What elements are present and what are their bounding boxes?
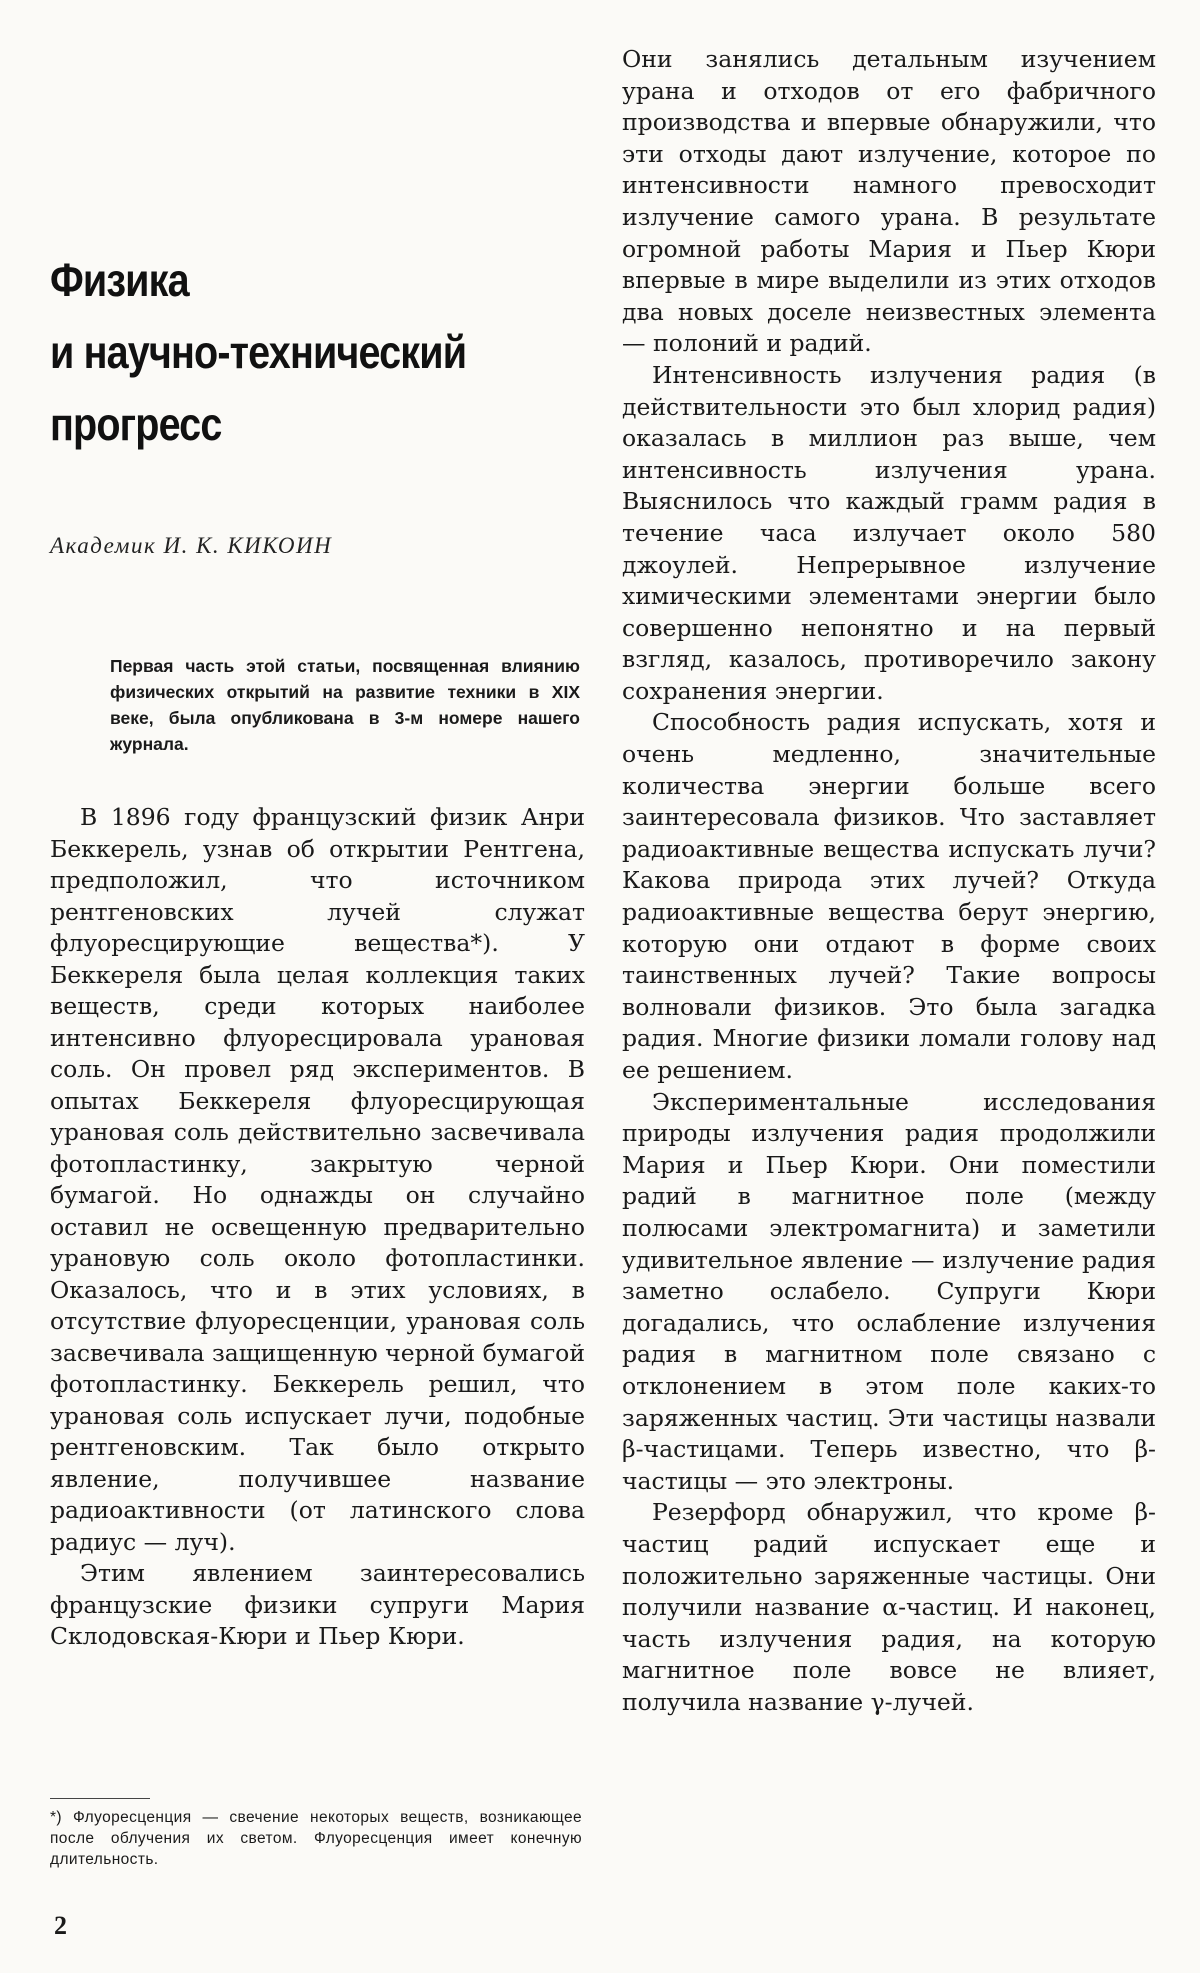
footnote [50, 1807, 582, 1870]
author-byline: Академик И. К. КИКОИН [50, 533, 333, 558]
title-line-2: и научно-технический [50, 326, 467, 378]
title-line-1: Физика [50, 254, 189, 306]
intro-note: Первая часть этой статьи, посвященная влиянию физических открытий на развитие техники в XIX веке, была опубликована в 3-м номере нашего журнала. [110, 656, 580, 754]
paragraph: Этим явлением заинтересовались французские физики супруги Мария Склодовская-Кюри и Пьер Кюри. [50, 1559, 585, 1650]
paragraph: Резерфорд обнаружил, что кроме β-частиц радий испускает еще и положительно заряженные частицы. Они получили название α-частиц. И наконец, часть излучения радия, на которую магнитное поле вовсе не влияет, получила название γ-лучей. [622, 1498, 1156, 1716]
right-column [622, 44, 1156, 1718]
paragraph: Экспериментальные исследования природы излучения радия продолжили Мария и Пьер Кюри. Они поместили радий в магнитное поле (между полюсами электромагнита) и заметили удивительное явление — излучение радия заметно ослабело. Супруги Кюри догадались, что ослабление излучения радия в магнитном поле связано с отклонением в этом поле каких-то заряженных частиц. Эти частицы назвали β-частицами. Теперь известно, что β-частицы — это электроны. [622, 1087, 1156, 1495]
title-line-3: прогресс [50, 398, 222, 450]
paragraph: Они занялись детальным изучением урана и отходов от его фабричного производства и впервые обнаружили, что эти отходы дают излучение, которое по интенсивности намного превосходит излучение самого урана. В результате огромной работы Мария и Пьер Кюри впервые в мире выделили из этих отходов два новых доселе неизвестных элемента — полоний и радий. [622, 45, 1156, 358]
left-body [50, 802, 585, 1653]
footnote-text: *) Флуоресценция — свечение некоторых веществ, возникающее после облучения их светом. Флуоресценция имеет конечную длительность. [50, 1809, 582, 1868]
paragraph: Способность радия испускать, хотя и очень медленно, значительные количества энергии больше всего заинтересовала физиков. Что заставляет радиоактивные вещества испускать лучи? Какова природа этих лучей? Откуда радиоактивные вещества берут энергию, которую они отдают в форме своих таинственных лучей? Такие вопросы волновали физиков. Это была загадка радия. Многие физики ломали голову над ее решением. [622, 708, 1156, 1084]
page-number: 2 [54, 1911, 67, 1940]
paragraph: В 1896 году французский физик Анри Беккерель, узнав об открытии Рентгена, предположил, что источником рентгеновских лучей служат флуоресцирующие вещества*). У Беккереля была целая коллекция таких веществ, среди которых наиболее интенсивно флуоресцировала урановая соль. Он провел ряд экспериментов. В опытах Беккереля флуоресцирующая урановая соль действительно засвечивала фотопластинку, закрытую черной бумагой. Но однажды он случайно оставил не освещенную предварительно урановую соль около фотопластинки. Оказалось, что и в этих условиях, в отсутствие флуоресценции, урановая соль засвечивала защищенную черной бумагой фотопластинку. Беккерель решил, что урановая соль испускает лучи, подобные рентгеновским. Так было открыто явление, получившее название радиоактивности (от латинского слова радиус — луч). [50, 803, 585, 1556]
footnote-rule [50, 1798, 150, 1799]
paragraph: Интенсивность излучения радия (в действительности это был хлорид радия) оказалась в миллион раз выше, чем интенсивность излучения урана. Выяснилось что каждый грамм радия в течение часа излучает около 580 джоулей. Непрерывное излучение химическими элементами энергии было совершенно непонятно и на первый взгляд, казалось, противоречило закону сохранения энергии. [622, 360, 1156, 705]
article-title [50, 244, 466, 460]
